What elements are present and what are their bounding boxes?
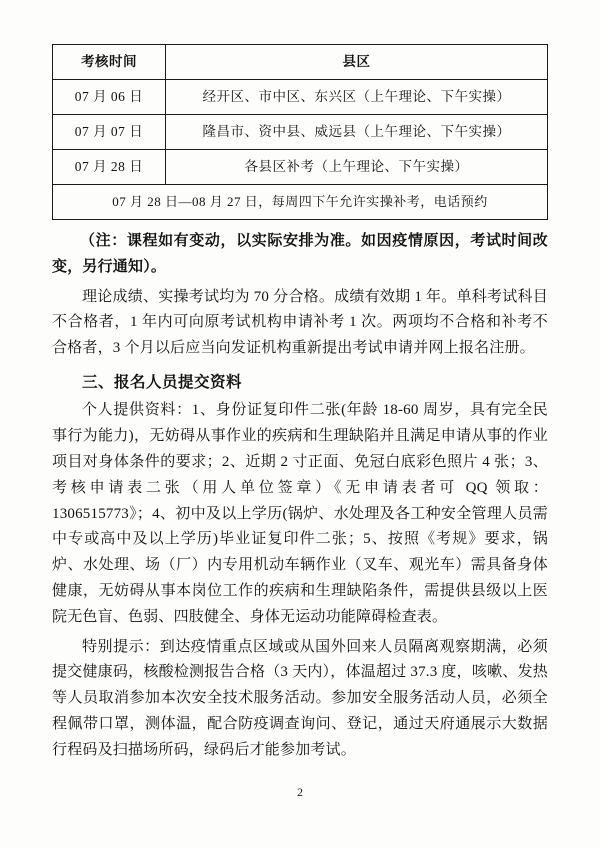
schedule-table-wrapper (52, 44, 548, 220)
table-cell-date: 07 月 28 日 (53, 150, 166, 185)
table-cell-district: 经开区、市中区、东兴区（上午理论、下午实操） (166, 80, 548, 115)
table-header-district: 县区 (166, 45, 548, 80)
table-cell-district: 各县区补考（上午理论、下午实操） (166, 150, 548, 185)
table-row (53, 80, 548, 115)
materials-paragraph: 个人提供资料：1、身份证复印件二张(年龄 18-60 周岁，具有完全民事行为能力)，无妨碍从事作业的疾病和生理缺陷并且满足申请从事的作业项目对身体条件的要求；2、近期 2 寸正面、免冠白底彩色照片 4 张；3、考核申请表二张（用人单位签章）《无申请表者可 QQ 领取：1306515773》；4、初中及以上学历(锅炉、水处理及各工种安全管理人员需中专或高中及以上学历)毕业证复印件二张；5、按照《考规》要求，锅炉、水处理、场（厂）内专用机动车辆作业（叉车、观光车）需具备身体健康，无妨碍从事本岗位工作的疾病和生理缺陷条件，需提供县级以上医院无色盲、色弱、四肢健全、身体无运动功能障碍检查表。 (52, 402, 548, 625)
table-cell-date: 07 月 07 日 (53, 115, 166, 150)
section-heading-materials: 三、报名人员提交资料 (82, 373, 243, 391)
schedule-table (52, 44, 548, 220)
page-number: 2 (297, 785, 303, 799)
table-header-row (53, 45, 548, 80)
table-cell-date: 07 月 06 日 (53, 80, 166, 115)
note-paragraph: （注：课程如有变动，以实际安排为准。如因疫情原因，考试时间改变，另行通知）。 (52, 233, 548, 275)
special-tips-paragraph: 特别提示：到达疫情重点区域或从国外回来人员隔离观察期满，必须提交健康码，核酸检测报告合格（3 天内），体温超过 37.3 度，咳嗽、发热等人员取消参加本次安全技术服务活动。参加安全服务活动人员，必须全程佩带口罩，测体温，配合防疫调查询问、登记，通过天府通展示大数据行程码及扫描场所码，绿码后才能参加考试。 (52, 638, 548, 758)
scores-paragraph: 理论成绩、实操考试均为 70 分合格。成绩有效期 1 年。单科考试科目不合格者，1 年内可向原考试机构申请补考 1 次。两项均不合格和补考不合格者，3 个月以后应当向发证机构重新提出考试申请并网上报名注册。 (52, 288, 548, 357)
table-footer-cell: 07 月 28 日—08 月 27 日，每周四下午允许实操补考，电话预约 (53, 185, 548, 220)
table-cell-district: 隆昌市、资中县、威远县（上午理论、下午实操） (166, 115, 548, 150)
table-row (53, 115, 548, 150)
table-header-date: 考核时间 (53, 45, 166, 80)
table-row (53, 150, 548, 185)
table-footer-row (53, 185, 548, 220)
